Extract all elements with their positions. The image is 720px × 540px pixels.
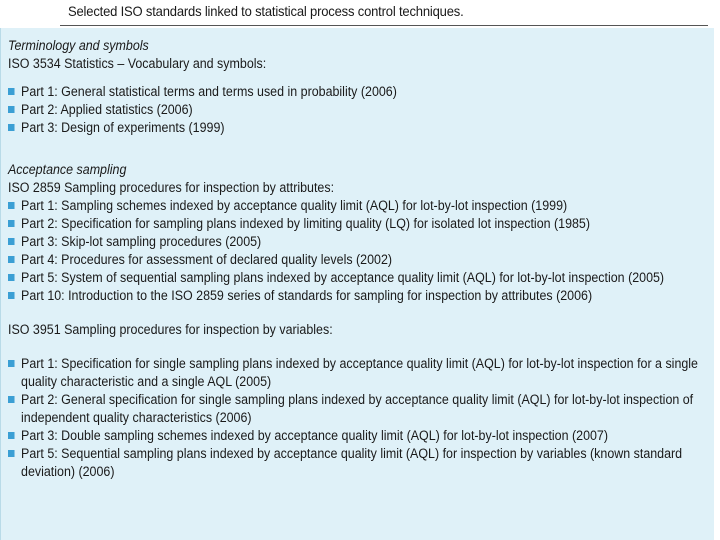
square-bullet-icon xyxy=(8,220,15,227)
square-bullet-icon xyxy=(8,238,15,245)
section-heading-terminology: Terminology and symbols xyxy=(8,38,149,53)
square-bullet-icon xyxy=(8,274,15,281)
square-bullet-icon xyxy=(8,202,15,209)
section-heading-acceptance-sampling: Acceptance sampling xyxy=(8,162,127,177)
standard-title-iso-3951: ISO 3951 Sampling procedures for inspection by variables: xyxy=(8,322,333,337)
list-item: Part 2: Specification for sampling plans indexed by limiting quality (LQ) for isolated lot inspection (1985) xyxy=(8,215,665,233)
list-item: Part 1: Sampling schemes indexed by acceptance quality limit (AQL) for lot-by-lot inspection (1999) xyxy=(8,197,665,215)
list-item: Part 3: Skip-lot sampling procedures (2005) xyxy=(8,233,665,251)
list-item: Part 3: Double sampling schemes indexed by acceptance quality limit (AQL) for lot-by-lot inspection (2007) xyxy=(8,427,665,445)
list-item: Part 1: General statistical terms and terms used in probability (2006) xyxy=(8,83,665,101)
table-caption: Selected ISO standards linked to statistical process control techniques. xyxy=(68,3,464,19)
square-bullet-icon xyxy=(8,106,15,113)
list-item: Part 5: System of sequential sampling plans indexed by acceptance quality limit (AQL) for lot-by-lot inspection (2005) xyxy=(8,269,665,287)
square-bullet-icon xyxy=(8,360,15,367)
square-bullet-icon xyxy=(8,88,15,95)
square-bullet-icon xyxy=(8,292,15,299)
standards-panel xyxy=(0,28,715,540)
standard-title-iso-2859: ISO 2859 Sampling procedures for inspection by attributes: xyxy=(8,180,335,195)
list-item: Part 2: Applied statistics (2006) xyxy=(8,101,665,119)
list-item: Part 5: Sequential sampling plans indexed by acceptance quality limit (AQL) for inspection by variables (known standard deviation) (2006) xyxy=(8,445,705,481)
list-item: Part 2: General specification for single sampling plans indexed by acceptance quality limit (AQL) for lot-by-lot inspection of independent quality characteristics (2006) xyxy=(8,391,705,427)
right-edge xyxy=(714,0,720,540)
standards-list xyxy=(8,37,698,481)
square-bullet-icon xyxy=(8,450,15,457)
square-bullet-icon xyxy=(8,124,15,131)
list-item: Part 10: Introduction to the ISO 2859 series of standards for sampling for inspection by attributes (2006) xyxy=(8,287,665,305)
list-item: Part 4: Procedures for assessment of declared quality levels (2002) xyxy=(8,251,665,269)
square-bullet-icon xyxy=(8,256,15,263)
list-item: Part 1: Specification for single sampling plans indexed by acceptance quality limit (AQL) for lot-by-lot inspection for a single quality characteristic and a single AQL (2005) xyxy=(8,355,705,391)
caption-divider xyxy=(60,25,708,26)
standard-title-iso-3534: ISO 3534 Statistics – Vocabulary and symbols: xyxy=(8,56,267,71)
list-item: Part 3: Design of experiments (1999) xyxy=(8,119,665,137)
square-bullet-icon xyxy=(8,396,15,403)
square-bullet-icon xyxy=(8,432,15,439)
